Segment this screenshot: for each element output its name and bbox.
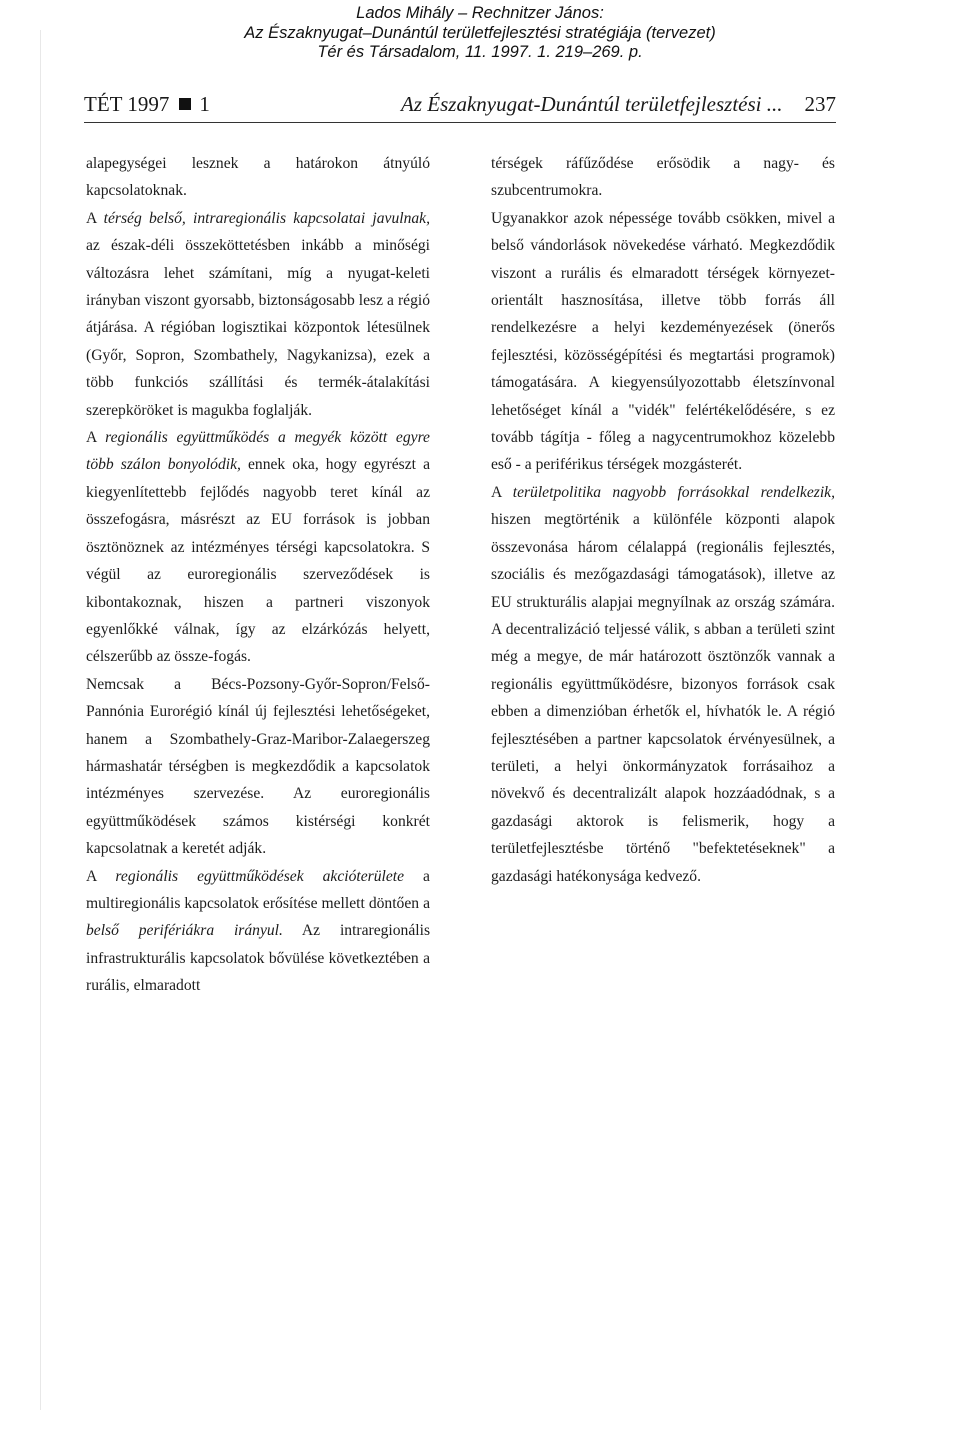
text-run: A — [491, 483, 513, 501]
text-run: ennek oka, hogy egyrészt a kiegyenlítettebb fejlődés nagyobb teret kínál az összefogásra, másrészt az EU források is jobban ösztönöznek az intézményes térségi kapcsolatokra. S végül az euroregionális szerveződések is kibontakoznak, hiszen a partneri viszonyok egyenlőkké válnak, így az elzárkózás helyett, célszerűbb az össze-fogás. — [86, 456, 430, 666]
text-run: térségek ráfűződése erősödik a nagy- és szubcentrumokra. — [491, 155, 835, 200]
text-run: A — [86, 867, 116, 885]
text-run: Az intraregionális infrastrukturális kapcsolatok bővülése következtében a rurális, elmaradott — [86, 922, 431, 995]
text-run: alapegységei lesznek a határokon átnyúló kapcsolatoknak. — [86, 155, 430, 200]
text-run: A — [86, 429, 106, 447]
paragraph — [491, 150, 835, 205]
paragraph — [491, 479, 835, 890]
paragraph — [86, 863, 430, 1000]
journal-name: TÉT 1997 — [84, 92, 170, 116]
emphasized-text: területpolitika nagyobb forrásokkal rendelkezik, — [512, 483, 835, 501]
citation-source: Tér és Társadalom, 11. 1997. 1. 219–269. p. — [317, 43, 643, 61]
text-run: az észak-déli összeköttetésben inkább a minőségi változásra lehet számítani, míg a nyugat-keleti irányban viszont gyorsabb, biztonságosabb lesz a régió átjárása. A régióban logisztikai központok létesülnek (Győr, Sopron, Szombathely, Nagykanizsa), ezek a több funkciós szállítási és termék-átalakítási szerepköröket is magukba foglalják. — [86, 237, 430, 419]
paragraph — [86, 671, 430, 863]
black-square-icon — [179, 98, 191, 110]
paragraph — [491, 205, 835, 479]
left-column — [86, 150, 430, 1000]
text-run: Ugyanakkor azok népessége tovább csökken, mivel a belső vándorlások növekedése várható. Megkezdődik viszont a rurális és elmaradott térségek környezet-orientált hasznosítása, illetve több forrás áll rendelkezésre a helyi kezdeményezések (önerős fejlesztési, közösségépítési és megtartási programok) támogatására. A kiegyensúlyozottabb életszínvonal lehetőséget kínál a "vidék" felértékelődésére, s ez tovább tágítja - főleg a nagycentrumokhoz közelebb eső - a periférikus térségek mozgásterét. — [491, 209, 835, 474]
emphasized-text: regionális együttműködés a megyék között egyre több szálon bonyolódik, — [86, 429, 430, 474]
running-head-right — [401, 92, 836, 117]
paragraph — [86, 205, 430, 424]
text-run: A — [86, 209, 104, 227]
emphasized-text: térség belső, intraregionális kapcsolatai javulnak, — [103, 209, 430, 227]
page-number: 237 — [804, 92, 836, 116]
emphasized-text: regionális együttműködések akcióterülete — [115, 867, 405, 885]
running-head-left — [84, 92, 210, 117]
citation-header — [0, 4, 960, 63]
emphasized-text: belső perifériákra irányul. — [86, 922, 283, 940]
running-head — [84, 92, 836, 123]
issue-number: 1 — [199, 92, 210, 116]
article-title: Az Északnyugat-Dunántúl területfejlesztési ... — [401, 92, 783, 116]
paragraph — [86, 150, 430, 205]
text-run: hiszen megtörténik a különféle központi alapok összevonása három célalappá (regionális fejlesztés, szociális és mezőgazdasági támogatások), illetve az EU strukturális alapjai megnyílnak az ország számára. A decentralizáció teljessé válik, s abban a területi szint még a megye, de már határozott ösztönzők vannak a regionális együttműködésre, bizonyos források csak ebben a dimenzióban érhetők el, hívhatók le. A régió fejlesztésében a partner kapcsolatok érvényesülnek, a területi, a helyi önkormányzatok forrásaihoz a növekvő és decentralizált alapok hozzáadódnak, s a gazdasági aktorok is felismerik, hogy a területfejlesztésbe történő "befektetéseknek" a gazdasági hatékonysága kedvező. — [491, 511, 835, 885]
citation-authors: Lados Mihály – Rechnitzer János: — [356, 4, 604, 22]
text-run: a multiregionális kapcsolatok erősítése mellett döntően a — [86, 867, 430, 912]
paragraph — [86, 424, 430, 671]
text-run: Nemcsak a Bécs-Pozsony-Győr-Sopron/Felső-Pannónia Eurorégió kínál új fejlesztési lehetőségeket, hanem a Szombathely-Graz-Maribor-Zalaegerszeg hármashatár térségben is megkezdődik a kapcsolatok intézményes szervezése. Az euroregionális együttműködések számos kistérségi konkrét kapcsolatnak a keretét adják. — [86, 675, 430, 858]
scan-margin-line — [40, 30, 41, 1410]
right-column — [491, 150, 835, 890]
citation-title: Az Északnyugat–Dunántúl területfejlesztési stratégiája (tervezet) — [244, 23, 716, 42]
